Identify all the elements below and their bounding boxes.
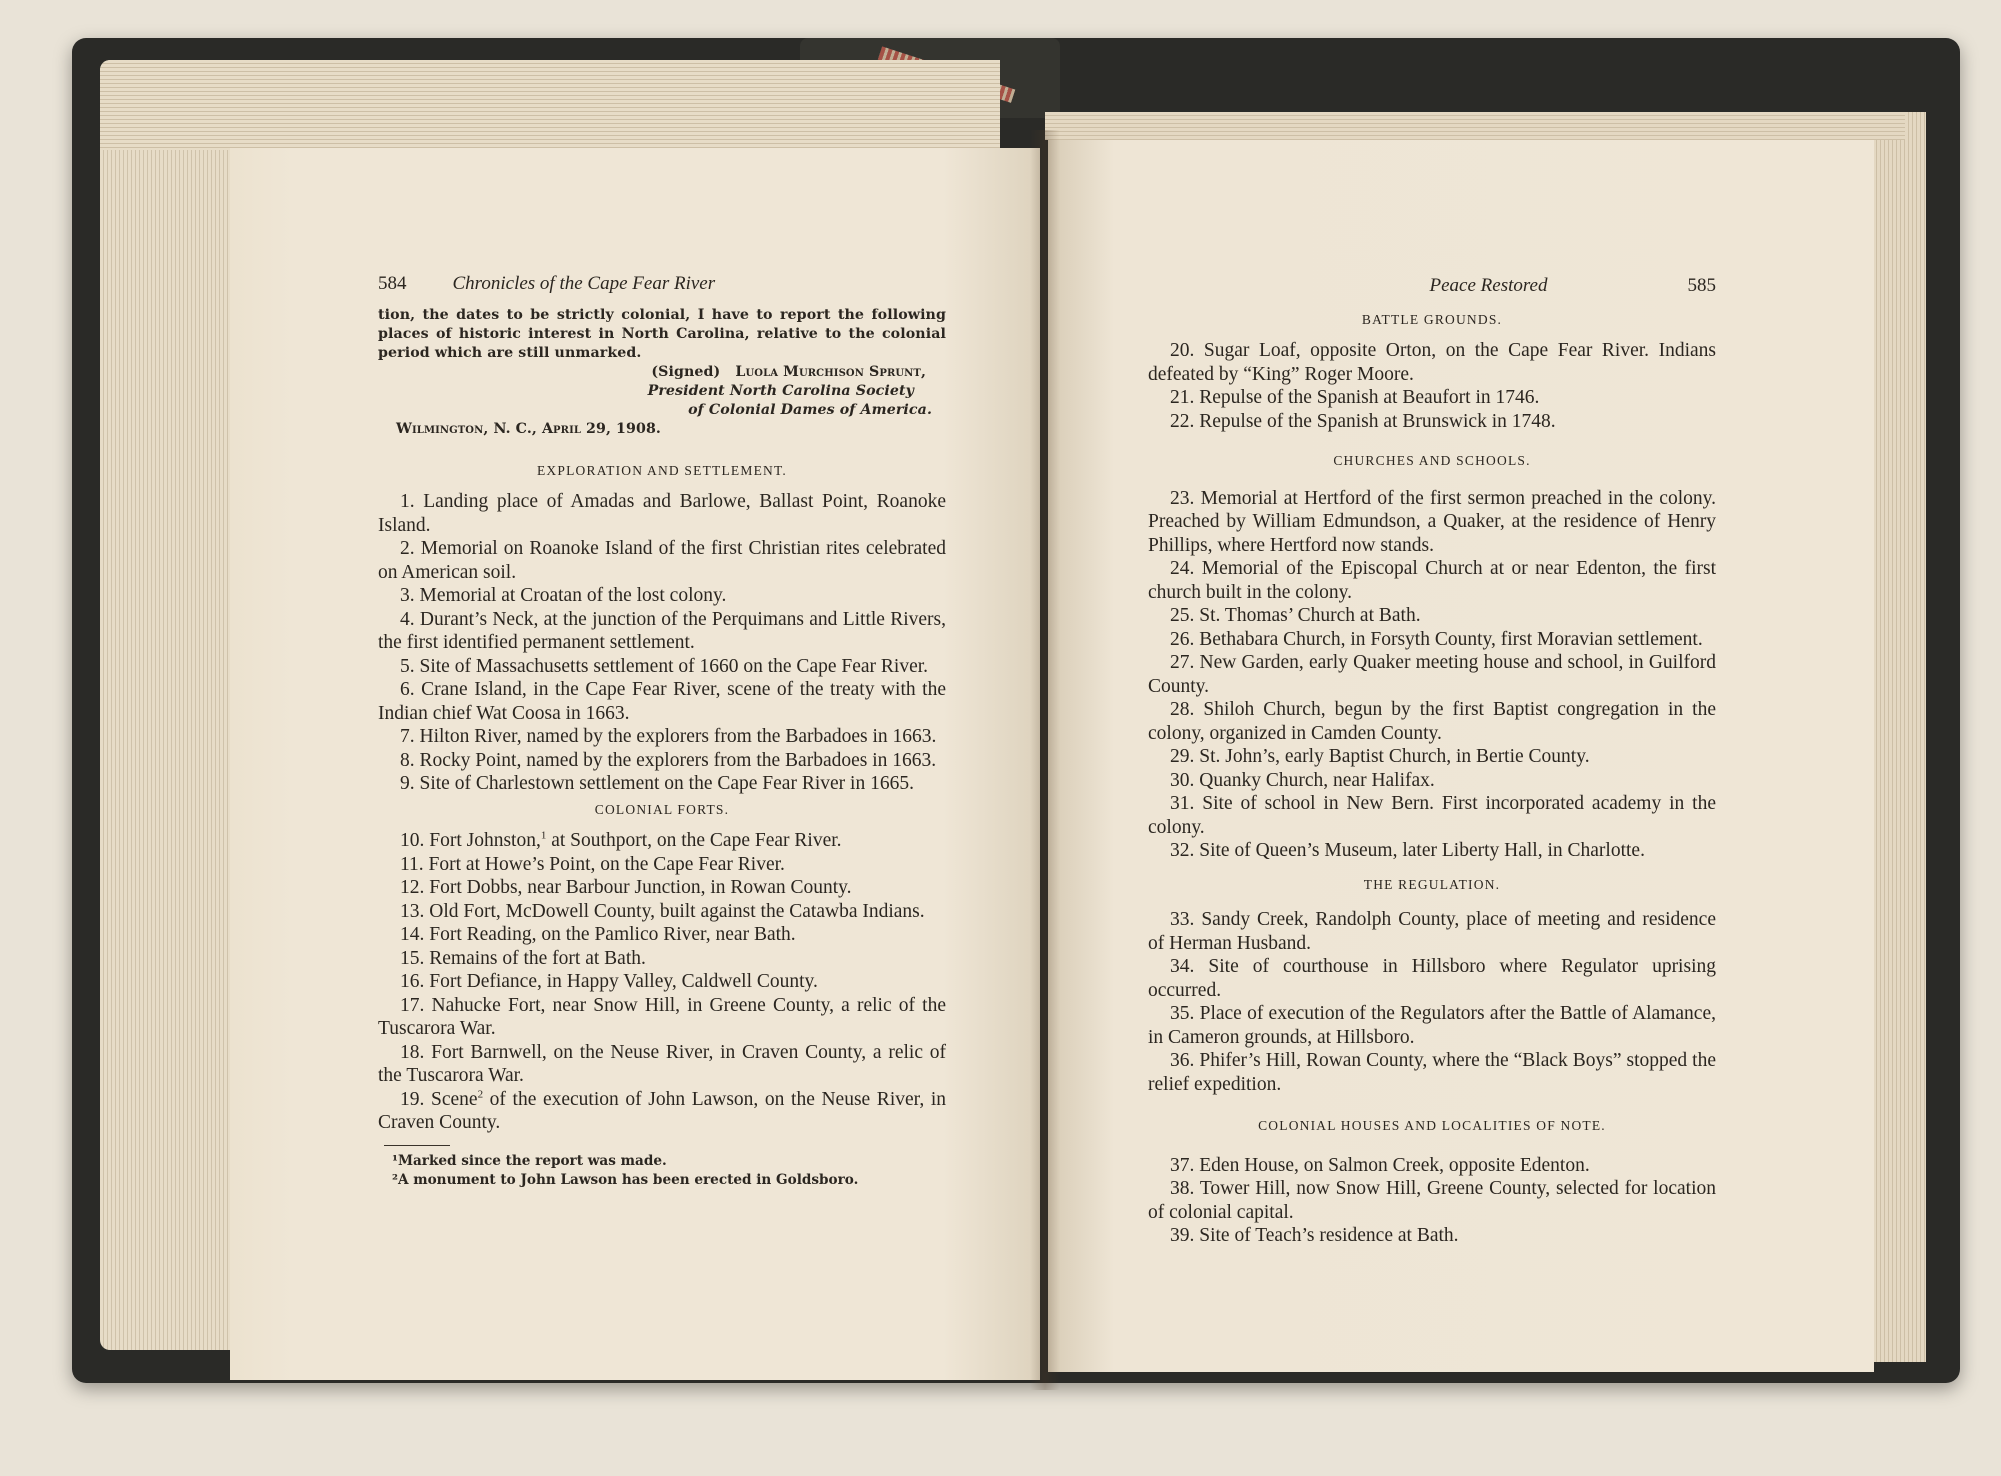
list-item: 5. Site of Massachusetts settlement of 1660 on the Cape Fear River.	[400, 655, 929, 677]
list-item: 3. Memorial at Croatan of the lost colony.	[400, 585, 727, 606]
list-item: 11. Fort at Howe’s Point, on the Cape Fear River.	[400, 853, 785, 875]
list-item: 35. Place of execution of the Regulators after the Battle of Alamance, in Cameron grounds, at Hillsboro.	[1148, 1003, 1716, 1048]
heading-churches: CHURCHES AND SCHOOLS.	[1333, 453, 1531, 468]
left-running-title: Chronicles of the Cape Fear River	[452, 273, 716, 294]
list-item: 32. Site of Queen’s Museum, later Liberty Hall, in Charlotte.	[1170, 840, 1645, 861]
battle-list	[1148, 339, 1716, 433]
list-item: 23. Memorial at Hertford of the first sermon preached in the colony. Preached by William Edmundson, a Quaker, at the residence of Henry Phillips, where Hertford now stands.	[1148, 487, 1716, 556]
dateline: Wilmington, N. C., April 29, 1908.	[396, 420, 661, 437]
list-item: 39. Site of Teach’s residence at Bath.	[1170, 1225, 1459, 1246]
right-running-title: Peace Restored	[1429, 275, 1548, 296]
exploration-list	[378, 490, 946, 796]
signature-title-1-text: President North Carolina Society	[647, 382, 914, 399]
list-item: 1. Landing place of Amadas and Barlowe, Ballast Point, Roanoke Island.	[378, 491, 946, 536]
signature-title-2	[378, 401, 946, 420]
list-item	[378, 1088, 946, 1135]
list-item: 28. Shiloh Church, begun by the first Baptist congregation in the colony, organized in Camden County.	[1148, 699, 1716, 744]
list-item: 30. Quanky Church, near Halifax.	[1170, 769, 1435, 791]
footnote-1: ¹Marked since the report was made.	[392, 1152, 667, 1169]
list-item: 37. Eden House, on Salmon Creek, opposite Edenton.	[1170, 1154, 1590, 1176]
regulation-list	[1148, 908, 1716, 1096]
left-page-number: 584	[378, 273, 407, 294]
signature-line	[378, 363, 946, 382]
list-item	[378, 829, 946, 853]
list-item: 2. Memorial on Roanoke Island of the first Christian rites celebrated on American soil.	[378, 538, 946, 583]
footnote-ref-1: 1	[540, 829, 547, 842]
intro-text: tion, the dates to be strictly colonial, I have to report the following places of historic interest in North Carolina, relative to the colonial period which are still unmarked.	[378, 306, 946, 361]
page-edges-top-right	[1045, 112, 1905, 140]
forts-list	[378, 829, 946, 1135]
heading-battle-grounds: BATTLE GROUNDS.	[1361, 311, 1503, 327]
item-19-text: 19. Scene	[400, 1088, 478, 1110]
item-19-rest: of the execution of John Lawson, on the Neuse River, in Craven County.	[378, 1088, 947, 1133]
item-10-text: 10. Fort Johnston,	[400, 830, 541, 851]
list-item: 27. New Garden, early Quaker meeting house and school, in Guilford County.	[1148, 652, 1716, 697]
list-item: 34. Site of courthouse in Hillsboro where Regulator uprising occurred.	[1148, 956, 1716, 1001]
list-item: 16. Fort Defiance, in Happy Valley, Caldwell County.	[400, 971, 818, 992]
list-item: 24. Memorial of the Episcopal Church at or near Edenton, the first church built in the colony.	[1148, 558, 1716, 603]
list-item: 33. Sandy Creek, Randolph County, place of meeting and residence of Herman Husband.	[1148, 909, 1716, 954]
page-edges-left	[100, 60, 250, 1350]
heading-houses: COLONIAL HOUSES AND LOCALITIES OF NOTE.	[1258, 1118, 1606, 1133]
left-running-head	[378, 272, 946, 296]
list-item: 6. Crane Island, in the Cape Fear River, scene of the treaty with the Indian chief Wat Coosa in 1663.	[378, 679, 946, 724]
list-item: 26. Bethabara Church, in Forsyth County, first Moravian settlement.	[1170, 628, 1703, 650]
left-page-text	[378, 272, 946, 1190]
list-item: 31. Site of school in New Bern. First incorporated academy in the colony.	[1148, 793, 1716, 838]
heading-forts: COLONIAL FORTS.	[594, 801, 730, 817]
right-running-head	[1148, 274, 1716, 298]
list-item: 14. Fort Reading, on the Pamlico River, near Bath.	[400, 924, 796, 945]
list-item: 4. Durant’s Neck, at the junction of the Perquimans and Little Rivers, the first identified permanent settlement.	[378, 608, 946, 653]
list-item: 15. Remains of the fort at Bath.	[400, 947, 646, 969]
churches-list	[1148, 487, 1716, 863]
heading-regulation: THE REGULATION.	[1363, 876, 1501, 892]
list-item: 29. St. John’s, early Baptist Church, in Bertie County.	[1170, 746, 1590, 767]
list-item: 22. Repulse of the Spanish at Brunswick in 1748.	[1170, 410, 1556, 432]
list-item: 38. Tower Hill, now Snow Hill, Greene County, selected for location of colonial capital.	[1148, 1178, 1716, 1223]
book-gutter	[1030, 130, 1060, 1390]
list-item: 12. Fort Dobbs, near Barbour Junction, in Rowan County.	[400, 877, 852, 898]
list-item: 17. Nahucke Fort, near Snow Hill, in Greene County, a relic of the Tuscarora War.	[378, 994, 946, 1039]
item-10-rest: at Southport, on the Cape Fear River.	[546, 830, 842, 851]
right-page-number: 585	[1687, 275, 1716, 296]
list-item: 8. Rocky Point, named by the explorers from the Barbadoes in 1663.	[400, 749, 937, 771]
footnote-rule	[384, 1145, 450, 1146]
footnote-ref-2: 2	[477, 1088, 484, 1100]
list-item: 9. Site of Charlestown settlement on the Cape Fear River in 1665.	[400, 773, 914, 794]
signature-name: Luola Murchison Sprunt,	[735, 363, 926, 380]
list-item: 36. Phifer’s Hill, Rowan County, where the “Black Boys” stopped the relief expedition.	[1148, 1050, 1716, 1095]
list-item: 7. Hilton River, named by the explorers from the Barbadoes in 1663.	[400, 726, 937, 747]
page-edges-top	[100, 60, 1000, 150]
signature-title-2-text: of Colonial Dames of America.	[688, 401, 932, 418]
right-page-text	[1148, 274, 1716, 1248]
list-item: 21. Repulse of the Spanish at Beaufort in 1746.	[1170, 387, 1540, 408]
houses-list	[1148, 1154, 1716, 1248]
footnote-2: ²A monument to John Lawson has been erected in Goldsboro.	[392, 1171, 859, 1188]
signature-title-1	[378, 382, 946, 401]
list-item: 13. Old Fort, McDowell County, built against the Catawba Indians.	[400, 900, 925, 922]
list-item: 20. Sugar Loaf, opposite Orton, on the Cape Fear River. Indians defeated by “King” Roger Moore.	[1148, 340, 1716, 385]
heading-exploration: EXPLORATION AND SETTLEMENT.	[536, 462, 787, 478]
list-item: 25. St. Thomas’ Church at Bath.	[1170, 605, 1421, 626]
signature-prefix: (Signed)	[651, 363, 721, 380]
list-item: 18. Fort Barnwell, on the Neuse River, in Craven County, a relic of the Tuscarora War.	[378, 1041, 946, 1086]
